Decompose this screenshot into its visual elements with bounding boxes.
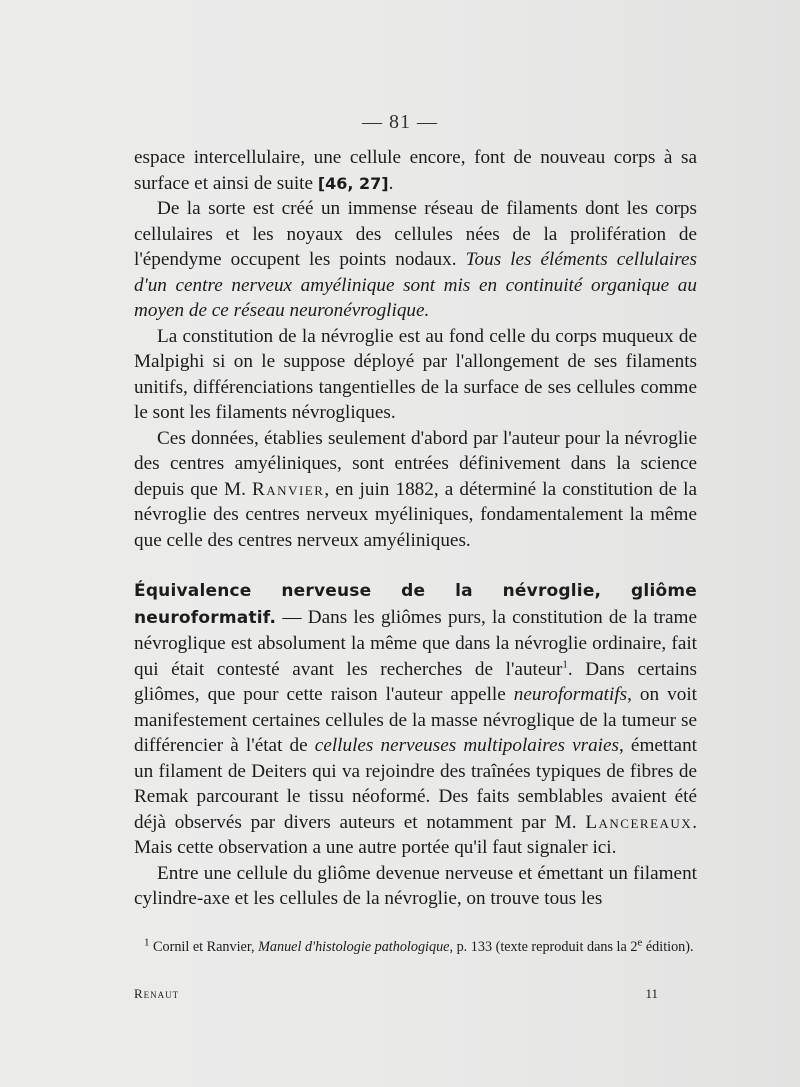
- footnote: $^1$ Cornil et Ranvier, Manuel d'histologie pathologique, p. 133 (texte reproduit dans la 2e édition).: [144, 936, 694, 955]
- footnote-marker: 1: [562, 658, 568, 671]
- signature-author: Renaut: [134, 986, 180, 1001]
- paragraph-1: espace intercellulaire, une cellule encore, font de nouveau corps à sa surface et ainsi de suite [46, 27].: [134, 147, 697, 194]
- section-heading: Équivalence nerveuse de la névroglie, gliôme neuroformatif.: [134, 581, 697, 628]
- page-number: — 81 —: [362, 111, 438, 133]
- paragraph-4: Ces données, établies seulement d'abord par l'auteur pour la névroglie des centres amyéliniques, sont entrées définivement dans la science depuis que M. Ranvier, en juin 1882, a déterminé la constitution de la névroglie des centres nerveux myéliniques, fondamentalement la même que celle des centres nerveux amyéliniques.: [134, 427, 697, 551]
- paragraph-5: Équivalence nerveuse de la névroglie, gliôme neuroformatif. — Dans les gliômes purs, la constitution de la trame névroglique est absolument la même que dans la névroglie ordinaire, fait qui était contesté avant les recherches de l'auteur$^1$. Dans certains gliômes, que pour cette raison l'auteur appelle neuroformatifs, on voit manifestement certaines cellules de la masse névroglique de la tumeur se différencier à l'état de cellules nerveuses multipolaires vraies, émettant un filament de Deiters qui va rejoindre des traînées typiques de fibres de Remak parcourant le tissu néoformé. Des faits semblables avaient été déjà observés par divers auteurs et notamment par M. Lancereaux. Mais cette observation a une autre portée qu'il faut signaler ici.: [134, 581, 697, 858]
- body-text-lower: [134, 578, 697, 912]
- footnote-title: Manuel d'histologie pathologique: [258, 939, 450, 955]
- paragraph-2-italic: Tous les éléments cellulaires d'un centre nerveux amyélinique sont mis en continuité organique au moyen de ce réseau neuronévroglique.: [134, 249, 697, 321]
- citation-reference: [46, 27]: [317, 173, 389, 193]
- body-text-upper: [134, 145, 697, 553]
- author-name-ranvier: Ranvier: [252, 478, 325, 500]
- paragraph-2: De la sorte est créé un immense réseau de filaments dont les corps cellulaires et les noyaux des cellules nées de la prolifération de l'épendyme occupent les points nodaux. Tous les éléments cellulaires d'un centre nerveux amyélinique sont mis en continuité organique au moyen de ce réseau neuronévroglique.: [134, 198, 697, 321]
- signature-sheet-number: 11: [645, 986, 658, 1001]
- author-name-lancereaux: Lancereaux: [585, 811, 693, 833]
- footnote-number: 1: [144, 936, 150, 949]
- paragraph-6: Entre une cellule du gliôme devenue nerveuse et émettant un filament cylindre-axe et les cellules de la névroglie, on trouve tous les: [134, 862, 697, 909]
- signature-line: [134, 986, 658, 1002]
- paragraph-3: La constitution de la névroglie est au fond celle du corps muqueux de Malpighi si on le suppose déployé par l'allongement de ses filaments unitifs, différenciations tangentielles de la surface de ses cellules comme le sont les filaments névrogliques.: [134, 325, 697, 423]
